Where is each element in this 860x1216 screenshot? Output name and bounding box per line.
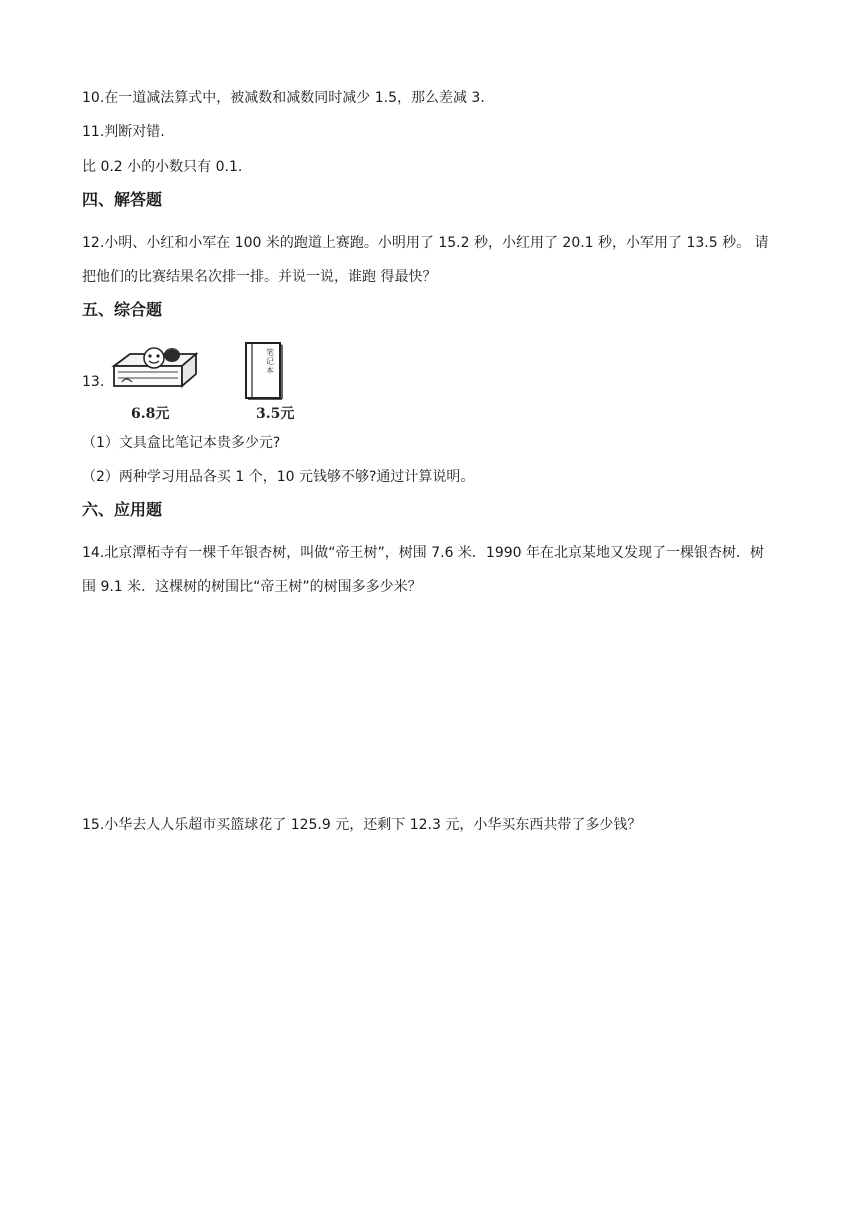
pencil-box-price: 6.8元	[131, 406, 170, 422]
section-heading-5: 五、综合题	[82, 300, 163, 319]
question-11-title: 11.判断对错.	[82, 124, 165, 140]
pencil-box-illustration	[104, 342, 200, 392]
notebook-cover-text: 笔记本	[266, 348, 274, 375]
question-14-line-1: 14.北京潭柘寺有一棵千年银杏树，叫做“帝王树”，树围 7.6 米．1990 年在北京某地又发现了一棵银杏树．树	[82, 545, 765, 561]
section-heading-6: 六、应用题	[82, 500, 163, 519]
question-11-statement: 比 0.2 小的小数只有 0.1.	[82, 159, 243, 175]
question-10: 10.在一道减法算式中，被减数和减数同时减少 1.5，那么差减 3.	[82, 90, 485, 106]
question-13-part-1: （1）文具盒比笔记本贵多少元?	[82, 435, 281, 451]
question-15: 15.小华去人人乐超市买篮球花了 125.9 元，还剩下 12.3 元，小华买东西共带了多少钱？	[82, 817, 642, 833]
question-13-part-2: （2）两种学习用品各买 1 个，10 元钱够不够?通过计算说明。	[82, 469, 475, 485]
question-12-line-2: 把他们的比赛结果名次排一排。并说一说，谁跑 得最快？	[82, 269, 437, 285]
notebook-price: 3.5元	[256, 406, 295, 422]
notebook-illustration	[244, 340, 284, 400]
question-13-number: 13.	[82, 374, 105, 390]
section-heading-4: 四、解答题	[82, 190, 163, 209]
question-12-line-1: 12.小明、小红和小军在 100 米的跑道上赛跑。小明用了 15.2 秒，小红用了 20.1 秒，小军用了 13.5 秒。 请	[82, 235, 769, 251]
question-14-line-2: 围 9.1 米．这棵树的树围比“帝王树”的树围多多少米？	[82, 579, 422, 595]
